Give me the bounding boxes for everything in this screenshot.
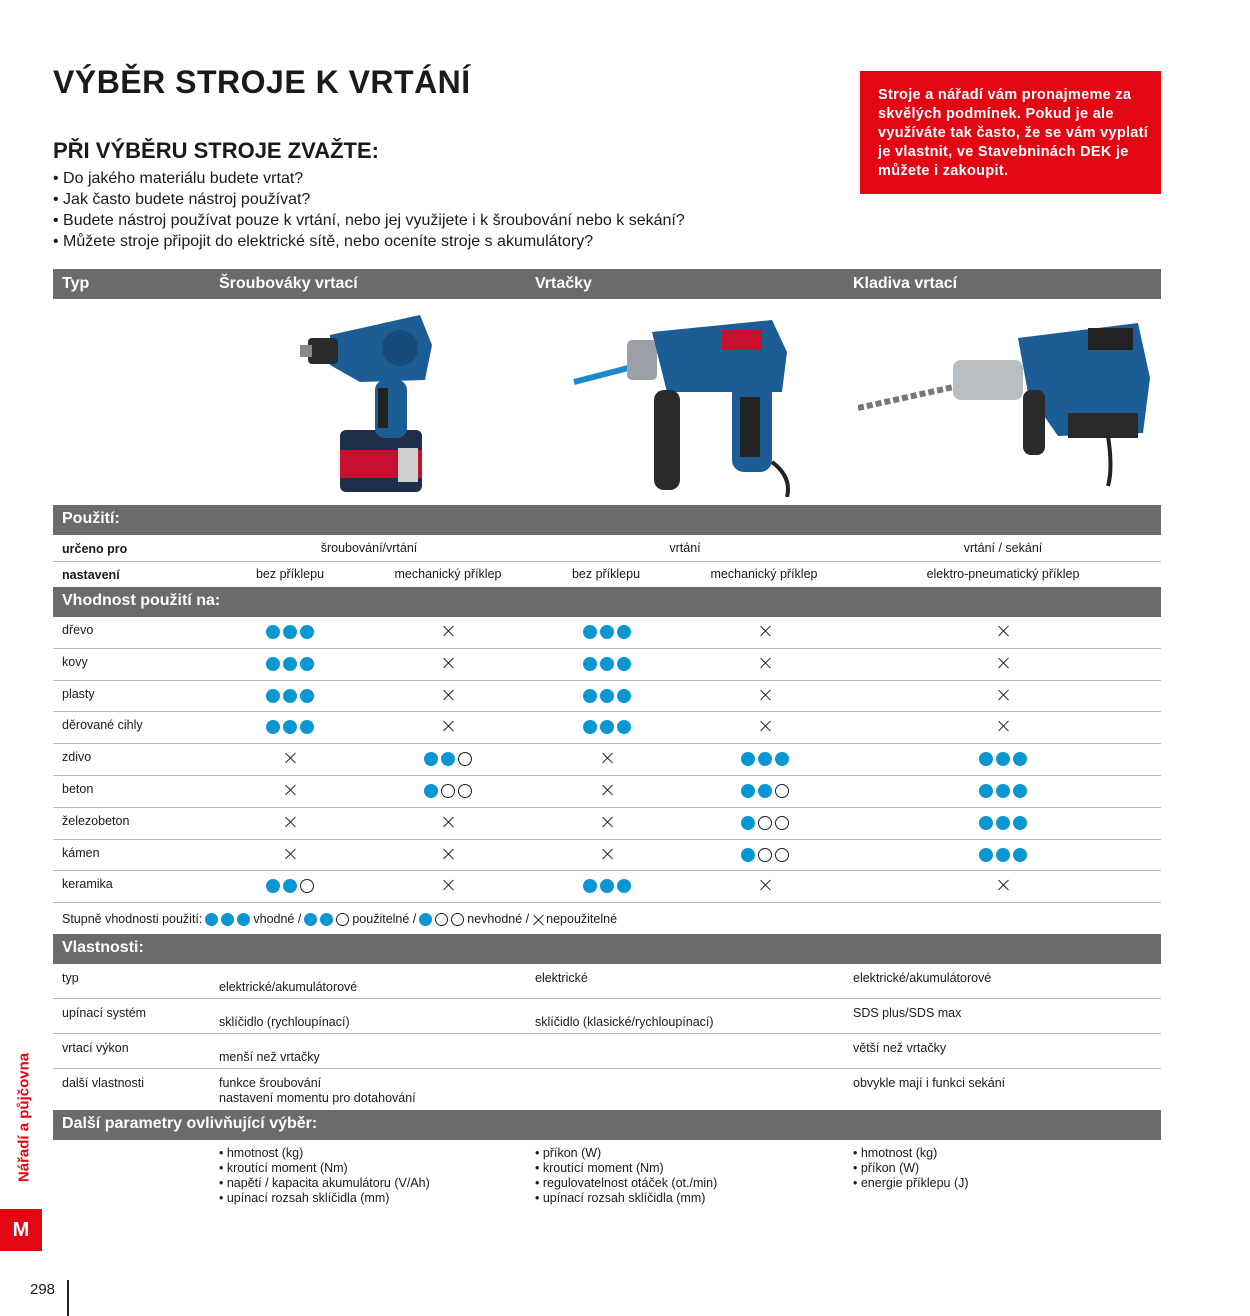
section-letter: M	[0, 1209, 42, 1251]
suitability-cell	[567, 720, 647, 737]
cross-icon	[284, 784, 296, 796]
cross-icon	[601, 816, 613, 828]
empty-dot-icon	[458, 752, 472, 766]
suitability-legend	[62, 912, 617, 926]
legend-unusable: nepoužitelné	[546, 912, 618, 926]
filled-dot-icon	[583, 657, 597, 671]
filled-dot-icon	[424, 752, 438, 766]
suitability-cell	[567, 848, 647, 863]
filled-dot-icon	[617, 879, 631, 893]
filled-dot-icon	[283, 720, 297, 734]
usage-row-nastaveni	[53, 562, 1161, 587]
list-item: • příkon (W)	[853, 1161, 969, 1176]
empty-dot-icon	[775, 784, 789, 798]
list-item: • upínací rozsah sklíčidla (mm)	[219, 1191, 430, 1206]
filled-dot-icon	[300, 689, 314, 703]
suitability-cell	[963, 752, 1043, 769]
suitability-cell	[725, 784, 805, 801]
cross-icon	[601, 784, 613, 796]
usage-row-urceno	[53, 535, 1161, 562]
suitability-cell	[250, 879, 330, 896]
cross-icon	[442, 625, 454, 637]
table-row	[53, 617, 1161, 649]
rating-dots	[583, 657, 631, 671]
filled-dot-icon	[424, 784, 438, 798]
rating-dots	[266, 657, 314, 671]
suitability-cell	[567, 657, 647, 674]
list-item: • upínací rozsah sklíčidla (mm)	[535, 1191, 717, 1206]
list-item: • energie příklepu (J)	[853, 1176, 969, 1191]
filled-dot-icon	[283, 689, 297, 703]
filled-dot-icon	[300, 625, 314, 639]
list-item: • Budete nástroj používat pouze k vrtání, nebo jej využijete i k šroubování nebo k sekání?	[53, 210, 685, 231]
suitability-label: kámen	[62, 845, 100, 860]
filled-dot-icon	[283, 657, 297, 671]
empty-dot-icon	[441, 784, 455, 798]
cross-icon	[997, 879, 1009, 891]
filled-dot-icon	[617, 625, 631, 639]
impact-drill-image	[572, 312, 802, 497]
cross-icon	[442, 720, 454, 732]
rating-dots	[424, 784, 472, 798]
question-list	[53, 168, 685, 252]
suitability-cell	[408, 720, 488, 735]
suitability-cell	[963, 816, 1043, 833]
table-row	[53, 840, 1161, 872]
suitability-cell	[567, 689, 647, 706]
filled-dot-icon	[1013, 752, 1027, 766]
usage-urceno-drills: vrtání	[669, 541, 701, 555]
rating-dots	[979, 784, 1027, 798]
suitability-cell	[250, 816, 330, 831]
empty-dot-icon	[435, 913, 448, 926]
promo-box: Stroje a nářadí vám pronajmeme za skvělých podmínek. Pokud je ale využíváte tak často, že se vám vyplatí je vlastnit, ve Stavebninách DEK je můžete i zakoupit.	[860, 71, 1161, 194]
property-label: další vlastnosti	[62, 1076, 144, 1090]
rating-dots	[583, 689, 631, 703]
filled-dot-icon	[266, 689, 280, 703]
suitability-label: keramika	[62, 877, 113, 892]
filled-dot-icon	[1013, 784, 1027, 798]
list-item: • Jak často budete nástroj používat?	[53, 189, 685, 210]
empty-dot-icon	[451, 913, 464, 926]
cross-icon	[759, 879, 771, 891]
section-subtitle: PŘI VÝBĚRU STROJE ZVAŽTE:	[53, 138, 379, 163]
list-item: • kroutící moment (Nm)	[219, 1161, 430, 1176]
filled-dot-icon	[741, 816, 755, 830]
property-value: obvykle mají i funkci sekání	[853, 1076, 1006, 1090]
filled-dot-icon	[741, 848, 755, 862]
cross-icon	[284, 848, 296, 860]
table-row	[53, 649, 1161, 681]
empty-dot-icon	[458, 784, 472, 798]
rating-dots	[266, 689, 314, 703]
cross-icon	[759, 657, 771, 669]
cross-icon	[997, 657, 1009, 669]
suitability-cell	[250, 689, 330, 706]
filled-dot-icon	[741, 784, 755, 798]
filled-dot-icon	[1013, 848, 1027, 862]
filled-dot-icon	[996, 752, 1010, 766]
filled-dot-icon	[600, 657, 614, 671]
page-number: 298	[30, 1281, 56, 1298]
property-value: větší než vrtačky	[853, 1041, 947, 1055]
table-row	[53, 712, 1161, 744]
filled-dot-icon	[266, 657, 280, 671]
properties-section-bar: Vlastnosti:	[53, 934, 1161, 964]
empty-dot-icon	[336, 913, 349, 926]
property-row-typ	[53, 964, 1161, 999]
suitability-cell	[567, 879, 647, 896]
cross-icon	[442, 657, 454, 669]
suitability-cell	[567, 784, 647, 799]
filled-dot-icon	[979, 752, 993, 766]
suitability-cell	[250, 784, 330, 799]
suitability-label: plasty	[62, 686, 95, 701]
suitability-cell	[963, 689, 1043, 704]
usage-urceno-label: určeno pro	[62, 542, 128, 556]
list-item: • Do jakého materiálu budete vrtat?	[53, 168, 685, 189]
filled-dot-icon	[600, 625, 614, 639]
filled-dot-icon	[979, 848, 993, 862]
filled-dot-icon	[617, 657, 631, 671]
list-item: • napětí / kapacita akumulátoru (V/Ah)	[219, 1176, 430, 1191]
table-row	[53, 808, 1161, 840]
params-list-drills	[535, 1146, 717, 1206]
cross-icon	[997, 720, 1009, 732]
property-value: SDS plus/SDS max	[853, 1006, 962, 1020]
filled-dot-icon	[996, 848, 1010, 862]
filled-dot-icon	[320, 913, 333, 926]
cross-icon	[284, 752, 296, 764]
params-section-bar: Další parametry ovlivňující výběr:	[53, 1110, 1161, 1140]
suitability-cell	[250, 848, 330, 863]
filled-dot-icon	[583, 720, 597, 734]
suitability-cell	[725, 625, 805, 640]
params-list-hammers	[853, 1146, 969, 1191]
usage-setting-2: mechanický příklep	[394, 567, 502, 581]
legend-good: vhodné /	[253, 912, 302, 926]
rating-dots	[583, 720, 631, 734]
filled-dot-icon	[304, 913, 317, 926]
property-value: funkce šroubování	[219, 1076, 322, 1090]
suitability-cell	[408, 689, 488, 704]
filled-dot-icon	[996, 784, 1010, 798]
empty-dot-icon	[775, 816, 789, 830]
empty-dot-icon	[300, 879, 314, 893]
cross-icon	[997, 625, 1009, 637]
filled-dot-icon	[205, 913, 218, 926]
rating-dots	[583, 879, 631, 893]
suitability-cell	[567, 752, 647, 767]
filled-dot-icon	[979, 816, 993, 830]
rating-dots	[583, 625, 631, 639]
suitability-cell	[725, 848, 805, 865]
legend-unsuitable: nevhodné /	[467, 912, 530, 926]
table-row	[53, 776, 1161, 808]
property-value: elektrické	[535, 971, 588, 985]
side-tab	[13, 1045, 33, 1195]
empty-dot-icon	[775, 848, 789, 862]
filled-dot-icon	[758, 752, 772, 766]
suitability-cell	[408, 752, 488, 769]
filled-dot-icon	[266, 720, 280, 734]
suitability-cell	[963, 720, 1043, 735]
rating-dots	[741, 848, 789, 862]
filled-dot-icon	[283, 879, 297, 893]
filled-dot-icon	[266, 625, 280, 639]
usage-setting-1: bez příklepu	[255, 567, 325, 581]
filled-dot-icon	[583, 879, 597, 893]
divider	[67, 1280, 69, 1316]
suitability-label: beton	[62, 782, 94, 796]
suitability-cell	[567, 625, 647, 642]
cross-icon	[601, 848, 613, 860]
filled-dot-icon	[617, 689, 631, 703]
filled-dot-icon	[600, 879, 614, 893]
suitability-cell	[963, 879, 1043, 894]
rating-dots	[741, 784, 789, 798]
cross-icon	[601, 752, 613, 764]
list-item: • kroutící moment (Nm)	[535, 1161, 717, 1176]
suitability-cell	[725, 720, 805, 735]
table-row	[53, 871, 1161, 903]
empty-dot-icon	[758, 848, 772, 862]
filled-dot-icon	[221, 913, 234, 926]
suitability-label: děrované cihly	[62, 718, 143, 733]
rating-dots	[266, 879, 314, 893]
cross-icon	[997, 689, 1009, 701]
rating-dots	[266, 720, 314, 734]
rating-dots	[979, 816, 1027, 830]
filled-dot-icon	[775, 752, 789, 766]
property-value: menší než vrtačky	[219, 1050, 320, 1064]
list-item: • příkon (W)	[535, 1146, 717, 1161]
usage-setting-5: elektro-pneumatický příklep	[926, 567, 1080, 581]
suitability-label: dřevo	[62, 623, 94, 637]
filled-dot-icon	[1013, 816, 1027, 830]
usage-setting-4: mechanický příklep	[710, 567, 818, 581]
filled-dot-icon	[600, 720, 614, 734]
header-drills: Vrtačky	[535, 275, 592, 292]
empty-dot-icon	[758, 816, 772, 830]
rating-dots	[741, 752, 789, 766]
suitability-cell	[963, 784, 1043, 801]
suitability-cell	[408, 625, 488, 640]
usage-section-bar: Použití:	[53, 505, 1161, 535]
suitability-cell	[408, 784, 488, 801]
suitability-cell	[963, 625, 1043, 640]
filled-dot-icon	[300, 657, 314, 671]
legend-prefix: Stupně vhodnosti použití:	[62, 912, 203, 926]
suitability-label: kovy	[62, 654, 88, 669]
filled-dot-icon	[283, 625, 297, 639]
cross-icon	[442, 879, 454, 891]
property-label: upínací systém	[62, 1006, 147, 1020]
property-value: sklíčidlo (klasické/rychloupínací)	[535, 1015, 714, 1029]
usage-urceno-screwdrivers: šroubování/vrtání	[320, 541, 418, 555]
usage-urceno-hammers: vrtání / sekání	[963, 541, 1043, 555]
rating-dots	[741, 816, 789, 830]
filled-dot-icon	[996, 816, 1010, 830]
property-label: vrtací výkon	[62, 1041, 129, 1055]
property-value: sklíčidlo (rychloupínací)	[219, 1015, 350, 1029]
suitability-cell	[250, 720, 330, 737]
cross-icon	[759, 720, 771, 732]
suitability-label: železobeton	[62, 813, 130, 828]
side-tab-label: Nářadí a půjčovna	[15, 1052, 33, 1183]
list-item: • Můžete stroje připojit do elektrické sítě, nebo oceníte stroje s akumulátory?	[53, 231, 685, 252]
filled-dot-icon	[237, 913, 250, 926]
property-value: elektrické/akumulátorové	[853, 971, 992, 985]
filled-dot-icon	[300, 720, 314, 734]
suitability-cell	[408, 879, 488, 894]
table-row	[53, 744, 1161, 776]
params-list-screwdrivers	[219, 1146, 430, 1206]
filled-dot-icon	[979, 784, 993, 798]
suitability-label: zdivo	[62, 750, 92, 765]
list-item: • hmotnost (kg)	[219, 1146, 430, 1161]
suitability-cell	[250, 657, 330, 674]
filled-dot-icon	[617, 720, 631, 734]
filled-dot-icon	[583, 689, 597, 703]
suitability-cell	[963, 848, 1043, 865]
suitability-cell	[725, 657, 805, 672]
suitability-cell	[725, 879, 805, 894]
filled-dot-icon	[441, 752, 455, 766]
suitability-cell	[725, 689, 805, 704]
rating-dots	[979, 848, 1027, 862]
filled-dot-icon	[741, 752, 755, 766]
suitability-cell	[250, 625, 330, 642]
cross-icon	[532, 914, 543, 925]
filled-dot-icon	[600, 689, 614, 703]
table-header	[53, 269, 1161, 299]
suitability-section-bar: Vhodnost použití na:	[53, 587, 1161, 617]
drill-driver-image	[300, 310, 440, 500]
property-value: nastavení momentu pro dotahování	[219, 1091, 416, 1105]
filled-dot-icon	[583, 625, 597, 639]
rotary-hammer-image	[858, 318, 1158, 488]
header-screwdrivers: Šroubováky vrtací	[219, 275, 358, 292]
property-value: elektrické/akumulátorové	[219, 980, 358, 994]
table-row	[53, 681, 1161, 713]
property-row-upinani	[53, 999, 1161, 1034]
suitability-cell	[963, 657, 1043, 672]
suitability-cell	[408, 816, 488, 831]
property-row-vykon	[53, 1034, 1161, 1069]
cross-icon	[442, 848, 454, 860]
filled-dot-icon	[419, 913, 432, 926]
cross-icon	[442, 689, 454, 701]
rating-dots	[424, 752, 472, 766]
usage-setting-3: bez příklepu	[571, 567, 641, 581]
list-item: • hmotnost (kg)	[853, 1146, 969, 1161]
property-row-dalsi	[53, 1069, 1161, 1109]
filled-dot-icon	[758, 784, 772, 798]
rating-dots	[979, 752, 1027, 766]
page-title: VÝBĚR STROJE K VRTÁNÍ	[53, 64, 471, 100]
cross-icon	[759, 625, 771, 637]
cross-icon	[759, 689, 771, 701]
header-typ: Typ	[62, 275, 90, 292]
suitability-cell	[725, 752, 805, 769]
usage-nastaveni-label: nastavení	[62, 568, 120, 582]
legend-usable: použitelné /	[352, 912, 417, 926]
suitability-cell	[408, 657, 488, 672]
suitability-cell	[725, 816, 805, 833]
header-hammers: Kladiva vrtací	[853, 275, 958, 292]
cross-icon	[284, 816, 296, 828]
property-label: typ	[62, 971, 79, 985]
suitability-cell	[250, 752, 330, 767]
rating-dots	[266, 625, 314, 639]
suitability-cell	[567, 816, 647, 831]
cross-icon	[442, 816, 454, 828]
filled-dot-icon	[266, 879, 280, 893]
suitability-cell	[408, 848, 488, 863]
list-item: • regulovatelnost otáček (ot./min)	[535, 1176, 717, 1191]
